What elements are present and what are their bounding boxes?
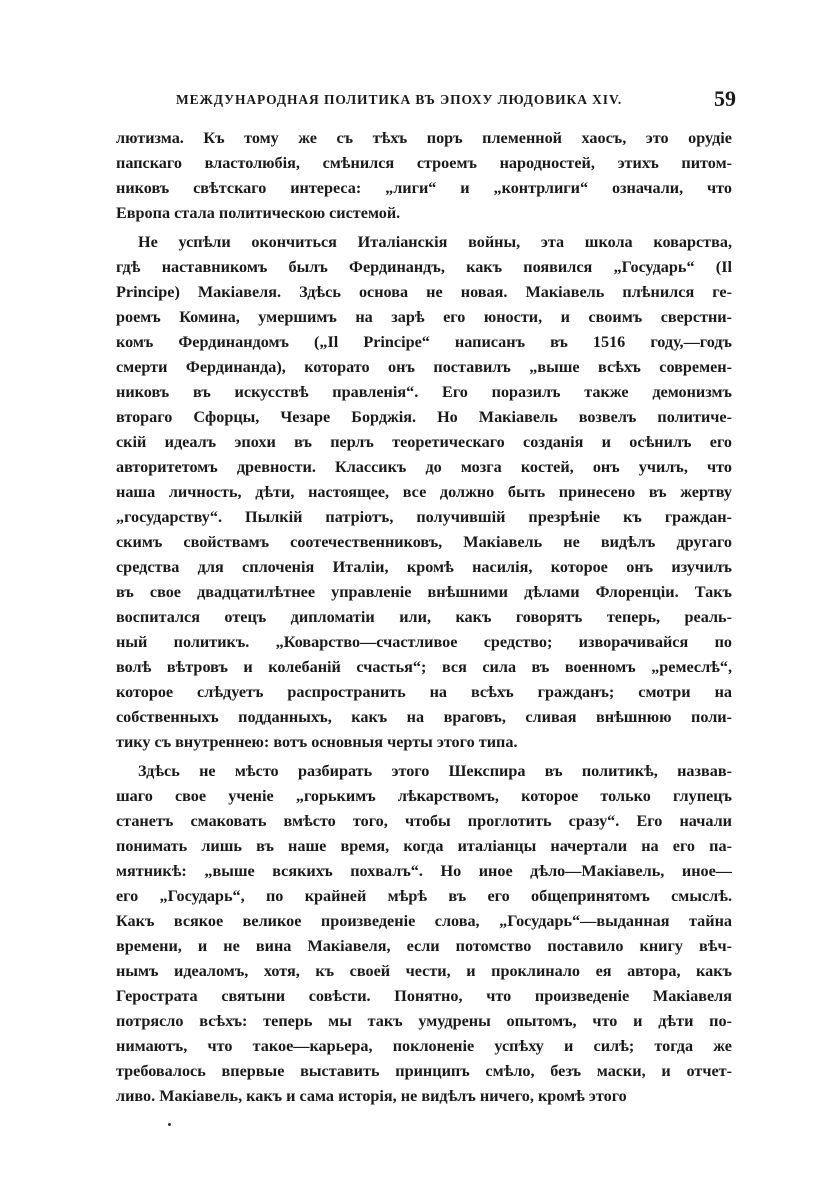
text-line: наша личность, дѣти, настоящее, все должно быть принесено въ жертву bbox=[116, 483, 732, 501]
text-line: никовъ въ искусствѣ правленія“. Его поразилъ также демонизмъ bbox=[116, 383, 732, 401]
text-line: авторитетомъ древности. Классикъ до мозга костей, онъ училъ, что bbox=[116, 458, 732, 476]
text-line: Principe) Макіавеля. Здѣсь основа не новая. Макіавель плѣнился ге- bbox=[116, 283, 732, 301]
text-line: которое слѣдуетъ распространить на всѣхъ гражданъ; смотри на bbox=[116, 683, 732, 701]
text-line: скимъ свойствамъ соотечественниковъ, Макіавель не видѣлъ другаго bbox=[116, 533, 732, 551]
text-line: нимаютъ, что такое—карьера, поклоненіе успѣху и силѣ; тогда же bbox=[116, 1037, 732, 1055]
text-line: ливо. Макіавель, какъ и сама исторія, не видѣлъ ничего, кромѣ этого bbox=[116, 1087, 627, 1105]
running-title: МЕЖДУНАРОДНАЯ ПОЛИТИКА ВЪ ЭПОХУ ЛЮДОВИКА XIV. bbox=[176, 92, 623, 107]
text-line: станетъ смаковать вмѣсто того, чтобы проглотить сразу“. Его начали bbox=[116, 812, 732, 830]
text-line: волѣ вѣтровъ и колебаній счастья“; вся сила въ военномъ „ремеслѣ“, bbox=[116, 658, 732, 676]
text-line: понимать лишь въ наше время, когда италіанцы начертали на его па- bbox=[116, 837, 732, 855]
text-line: никовъ свѣтскаго интереса: „лиги“ и „контрлиги“ означали, что bbox=[116, 179, 732, 197]
text-line: втораго Сфорцы, Чезаре Борджія. Но Макіавель возвелъ политиче- bbox=[116, 408, 732, 426]
text-line: воспитался отецъ дипломатіи или, какъ говорятъ теперь, реаль- bbox=[116, 608, 732, 626]
text-line: „государству“. Пылкій патріотъ, получившій презрѣніе къ граждан- bbox=[116, 508, 732, 526]
paragraph bbox=[116, 759, 732, 1109]
running-head bbox=[112, 86, 736, 116]
text-line: комъ Фердинандомъ („Il Principe“ написанъ въ 1516 году,—годъ bbox=[116, 333, 732, 351]
text-line: Какъ всякое великое произведеніе слова, „Государь“—выданная тайна bbox=[116, 912, 732, 930]
paragraph bbox=[116, 126, 732, 226]
ink-speck bbox=[168, 1123, 171, 1126]
text-line: скій идеалъ эпохи въ перлъ теоретическаго созданія и осѣнилъ его bbox=[116, 433, 732, 451]
page-number: 59 bbox=[714, 86, 736, 111]
text-line: роемъ Комина, умершимъ на зарѣ его юности, и своимъ сверстни- bbox=[116, 308, 732, 326]
paragraph bbox=[116, 230, 732, 755]
text-body bbox=[116, 126, 732, 1109]
text-line: потрясло всѣхъ: теперь мы такъ умудрены опытомъ, что и дѣти по- bbox=[116, 1012, 732, 1030]
text-line: средства для сплоченія Италіи, кромѣ насилія, которое онъ изучилъ bbox=[116, 558, 732, 576]
text-line: тику съ внутреннею: вотъ основныя черты этого типа. bbox=[116, 733, 518, 751]
text-line: времени, и не вина Макіавеля, если потомство поставило книгу вѣч- bbox=[116, 937, 732, 955]
text-line: въ свое двадцатилѣтнее управленіе внѣшними дѣлами Флоренціи. Такъ bbox=[116, 583, 732, 601]
text-line: смерти Фердинанда), которато онъ поставилъ „выше всѣхъ современ- bbox=[116, 358, 732, 376]
text-line: папскаго властолюбія, смѣнился строемъ народностей, этихъ питом- bbox=[116, 154, 732, 172]
text-line: Европа стала политическою системой. bbox=[116, 204, 401, 222]
text-line: Не успѣли окончиться Италіанскія войны, эта школа коварства, bbox=[138, 233, 732, 251]
text-line: требовалось впервые выставить принципъ смѣло, безъ маски, и отчет- bbox=[116, 1062, 732, 1080]
text-line: нымъ идеаломъ, хотя, къ своей чести, и проклинало ея автора, какъ bbox=[116, 962, 732, 980]
text-line: ный политикъ. „Коварство—счастливое средство; изворачивайся по bbox=[116, 633, 732, 651]
text-line: его „Государь“, по крайней мѣрѣ въ его общепринятомъ смыслѣ. bbox=[116, 887, 732, 905]
text-line: шаго свое ученіе „горькимъ лѣкарствомъ, которое только глупецъ bbox=[116, 787, 732, 805]
text-line: собственныхъ подданныхъ, какъ на враговъ, сливая внѣшнюю поли- bbox=[116, 708, 732, 726]
text-line: Здѣсь не мѣсто разбирать этого Шекспира въ политикѣ, назвав- bbox=[138, 762, 732, 780]
text-line: мятникѣ: „выше всякихъ похвалъ“. Но иное дѣло—Макіавель, иное— bbox=[116, 862, 732, 880]
text-line: гдѣ наставникомъ былъ Фердинандъ, какъ появился „Государь“ (Il bbox=[116, 258, 732, 276]
text-line: лютизма. Къ тому же съ тѣхъ поръ племенной хаосъ, это орудіе bbox=[116, 129, 732, 147]
text-line: Герострата святыни совѣсти. Понятно, что произведеніе Макіавеля bbox=[116, 987, 732, 1005]
